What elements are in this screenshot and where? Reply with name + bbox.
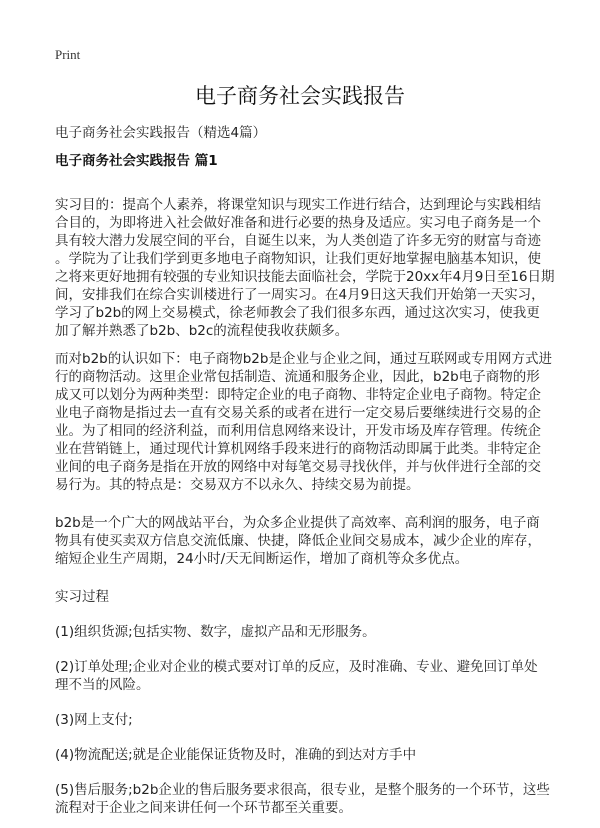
paragraph-line: 间，安排我们在综合实训楼进行了一周实习。在4月9日这天我们开始第一天实习， xyxy=(55,287,545,303)
paragraph-line: (3)网上支付; xyxy=(55,712,133,728)
paragraph-line: 。学院为了让我们学到更多地电子商物知识，让我们更好地掌握电脑基本知识，使 xyxy=(55,251,541,267)
paragraph-line: 具有较大潜力发展空间的平台，自诞生以来，为人类创造了许多无穷的财富与奇迹 xyxy=(55,233,541,249)
paragraph xyxy=(55,588,555,606)
paragraph-line: 流程对于企业之间来讲任何一个环节都至关重要。 xyxy=(55,800,352,816)
paragraph xyxy=(55,623,555,641)
paragraph-line: 成又可以划分为两种类型：即特定企业的电子商物、非特定企业电子商物。特定企 xyxy=(55,387,541,403)
paragraph-line: 之将来更好地拥有较强的专业知识技能去面临社会，学院于20xx年4月9日至16日期 xyxy=(55,269,555,285)
paragraph-line: 实习目的：提高个人素养，将课堂知识与现实工作进行结合，达到理论与实践相结 xyxy=(55,197,541,213)
paragraph xyxy=(55,514,555,568)
paragraph-line: (5)售后服务;b2b企业的售后服务要求很高，很专业，是整个服务的一个环节，这些 xyxy=(55,782,550,798)
section-heading: 电子商务社会实践报告 篇1 xyxy=(55,153,218,169)
paragraph-line: 缩短企业生产周期，24小时/天无间断运作，增加了商机等众多优点。 xyxy=(55,551,469,567)
paragraph-line: 业在营销链上，通过现代计算机网络手段来进行的商物活动即属于此类。非特定企 xyxy=(55,441,541,457)
paragraph-line: 行的商物活动。这里企业常包括制造、流通和服务企业，因此，b2b电子商物的形 xyxy=(55,369,540,385)
paragraph-line: 物具有使买卖双方信息交流低廉、快捷，降低企业间交易成本，减少企业的库存， xyxy=(55,533,541,549)
paragraph xyxy=(55,350,555,494)
paragraph-line: 易行为。其的特点是：交易双方不以永久、持续交易为前提。 xyxy=(55,477,420,493)
document-body xyxy=(55,179,555,817)
paragraph-line: 业。为了相同的经济利益，而利用信息网络来设计，开发市场及库存管理。传统企 xyxy=(55,423,541,439)
paragraph xyxy=(55,196,555,340)
paragraph xyxy=(55,711,555,729)
paragraph xyxy=(55,746,555,764)
paragraph-line: 合目的，为即将进入社会做好准备和进行必要的热身及适应。实习电子商务是一个 xyxy=(55,215,541,231)
paragraph-line: b2b是一个广大的网战站平台，为众多企业提供了高效率、高利润的服务，电子商 xyxy=(55,515,540,531)
document-subtitle: 电子商务社会实践报告（精选4篇） xyxy=(55,125,267,141)
paragraph xyxy=(55,781,555,817)
paragraph-line: 加了解并熟悉了b2b、b2c的流程使我收获颇多。 xyxy=(55,323,349,339)
print-link[interactable]: Print xyxy=(55,47,81,62)
paragraph xyxy=(55,658,555,694)
paragraph-line: (1)组织货源;包括实物、数字，虚拟产品和无形服务。 xyxy=(55,624,376,640)
document-title: 电子商务社会实践报告 xyxy=(195,84,405,108)
paragraph-line: 实习过程 xyxy=(55,589,109,605)
paragraph-line: 业电子商物是指过去一直有交易关系的或者在进行一定交易后要继续进行交易的企 xyxy=(55,405,541,421)
paragraph-line: 学习了b2b的网上交易模式，徐老师教会了我们很多东西，通过这次实习，使我更 xyxy=(55,305,540,321)
paragraph-line: 业间的电子商务是指在开放的网络中对每笔交易寻找伙伴，并与伙伴进行全部的交 xyxy=(55,459,541,475)
paragraph-line: 理不当的风险。 xyxy=(55,677,150,693)
paragraph-line: (2)订单处理;企业对企业的模式要对订单的反应，及时准确、专业、避免回订单处 xyxy=(55,659,538,675)
paragraph-line: (4)物流配送;就是企业能保证货物及时，准确的到达对方手中 xyxy=(55,747,417,763)
paragraph-line: 而对b2b的认识如下：电子商物b2b是企业与企业之间，通过互联网或专用网方式进 xyxy=(55,351,552,367)
